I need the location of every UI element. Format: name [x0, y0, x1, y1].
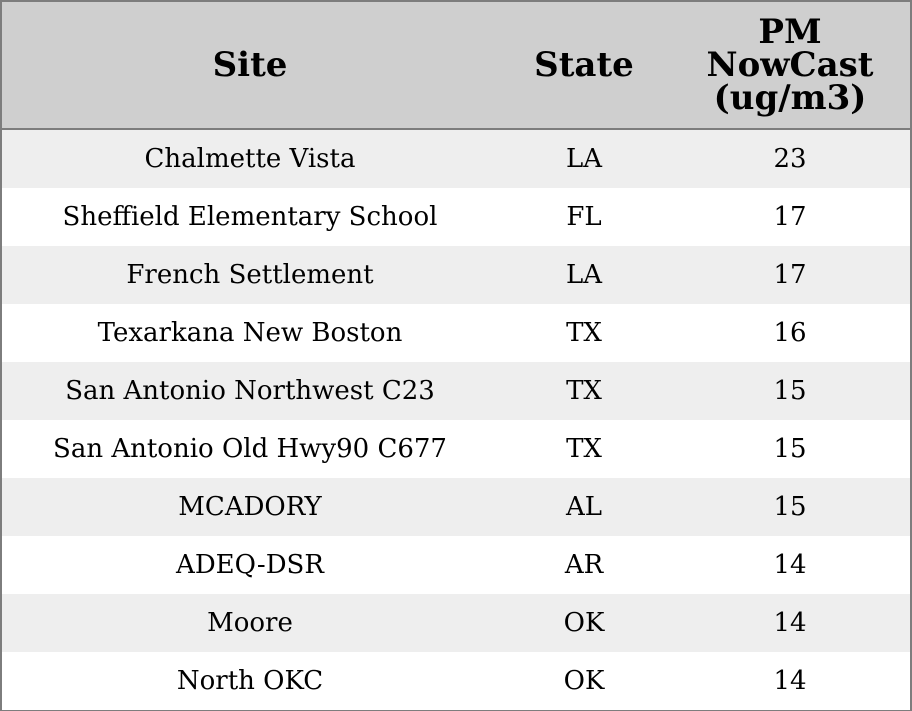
state-cell: TX: [498, 362, 670, 420]
state-cell: OK: [498, 594, 670, 652]
table-row: [2, 129, 910, 188]
state-cell: AR: [498, 536, 670, 594]
site-cell: San Antonio Old Hwy90 C677: [2, 420, 498, 478]
header-site: [2, 2, 498, 129]
site-cell: MCADORY: [2, 478, 498, 536]
site-cell: French Settlement: [2, 246, 498, 304]
table-row: [2, 652, 910, 710]
site-cell: ADEQ-DSR: [2, 536, 498, 594]
table-row: [2, 594, 910, 652]
state-cell: TX: [498, 420, 670, 478]
table-row: [2, 536, 910, 594]
pm-nowcast-cell: 15: [670, 478, 910, 536]
state-cell: LA: [498, 246, 670, 304]
site-cell: North OKC: [2, 652, 498, 710]
site-cell: Texarkana New Boston: [2, 304, 498, 362]
state-cell: OK: [498, 652, 670, 710]
header-value-line-2: NowCast: [706, 44, 874, 85]
table-header: [2, 2, 910, 129]
pm-nowcast-cell: 14: [670, 536, 910, 594]
header-pm-nowcast: [670, 2, 910, 129]
pm-nowcast-cell: 15: [670, 362, 910, 420]
pm-nowcast-cell: 17: [670, 246, 910, 304]
header-value-line-1: PM: [758, 11, 822, 52]
pm-nowcast-cell: 17: [670, 188, 910, 246]
header-value-line-3: (ug/m3): [713, 77, 867, 118]
table-row: [2, 420, 910, 478]
site-cell: Chalmette Vista: [2, 129, 498, 188]
pm-nowcast-cell: 16: [670, 304, 910, 362]
header-state: [498, 2, 670, 129]
state-cell: FL: [498, 188, 670, 246]
table-row: [2, 478, 910, 536]
table-row: [2, 246, 910, 304]
header-state-line: State: [534, 44, 634, 85]
pm-nowcast-cell: 14: [670, 652, 910, 710]
pm-nowcast-cell: 15: [670, 420, 910, 478]
state-cell: LA: [498, 129, 670, 188]
state-cell: AL: [498, 478, 670, 536]
pm-nowcast-cell: 14: [670, 594, 910, 652]
state-cell: TX: [498, 304, 670, 362]
header-site-line: Site: [212, 44, 288, 85]
header-row: [2, 2, 910, 129]
pm-nowcast-cell: 23: [670, 129, 910, 188]
table-row: [2, 362, 910, 420]
site-cell: San Antonio Northwest C23: [2, 362, 498, 420]
pm-nowcast-table: [2, 2, 910, 710]
table-row: [2, 304, 910, 362]
table-row: [2, 188, 910, 246]
table-body: [2, 129, 910, 710]
site-cell: Moore: [2, 594, 498, 652]
site-cell: Sheffield Elementary School: [2, 188, 498, 246]
